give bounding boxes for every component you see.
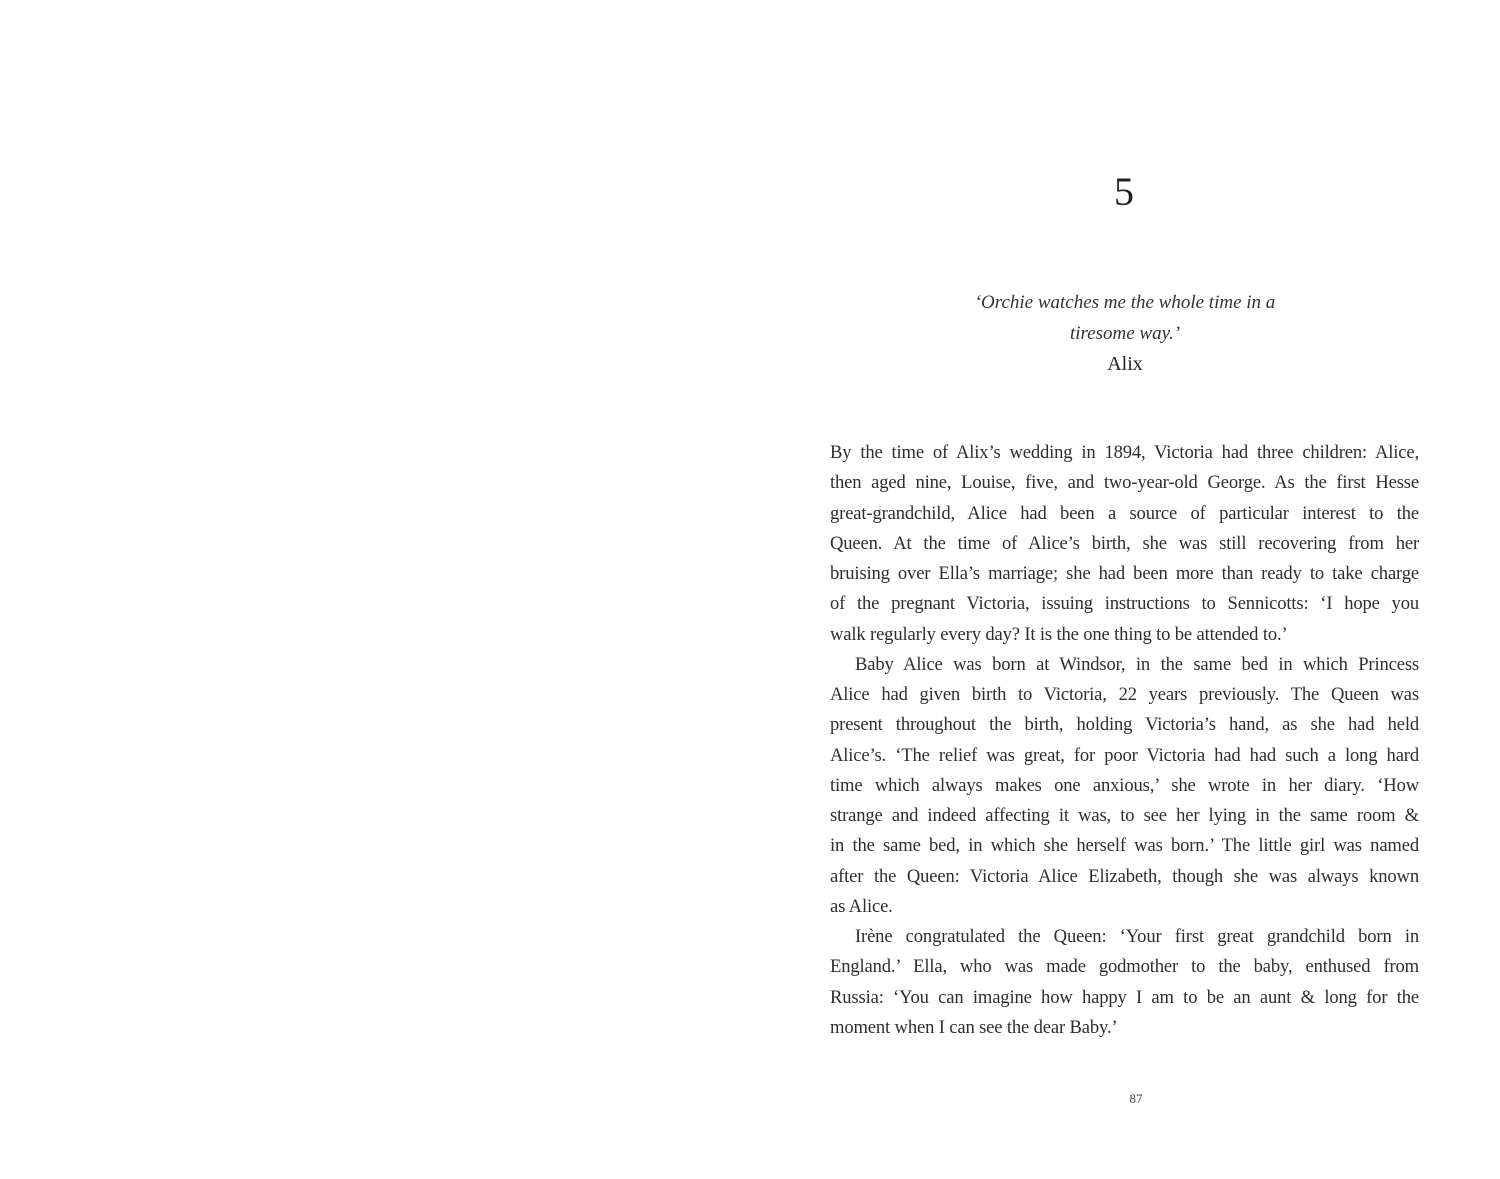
text-line: Irène congratulated the Queen: ‘Your first great grandchild born in: [855, 926, 1419, 947]
text-line: walk regularly every day? It is the one thing to be attended to.’: [830, 623, 1288, 645]
text-line: Baby Alice was born at Windsor, in the same bed in which Princess: [855, 653, 1419, 675]
epigraph-line: tiresome way.’: [1069, 322, 1181, 344]
text-line: Queen. At the time of Alice’s birth, she was still recovering from her: [830, 532, 1419, 554]
text-line: after the Queen: Victoria Alice Elizabeth, though she was always known: [830, 865, 1419, 887]
text-line: England.’ Ella, who was made godmother to the baby, enthused from: [830, 956, 1419, 978]
chapter-number: 5: [1114, 169, 1134, 214]
text-line: great-grandchild, Alice had been a source of particular interest to the: [830, 502, 1419, 524]
text-line: then aged nine, Louise, five, and two-year-old George. As the first Hesse: [830, 472, 1419, 494]
epigraph-line: ‘Orchie watches me the whole time in a: [974, 292, 1276, 313]
text-line: Alice had given birth to Victoria, 22 years previously. The Queen was: [830, 684, 1419, 705]
text-line: strange and indeed affecting it was, to see her lying in the same room &: [830, 805, 1419, 826]
paragraph: [830, 922, 1419, 1043]
text-line: Russia: ‘You can imagine how happy I am to be an aunt & long for the: [830, 986, 1419, 1008]
text-line: of the pregnant Victoria, issuing instructions to Sennicotts: ‘I hope you: [830, 593, 1419, 615]
page-number: 87: [1129, 1091, 1143, 1106]
body-text: [830, 438, 1419, 1043]
text-line: bruising over Ella’s marriage; she had been more than ready to take charge: [830, 563, 1419, 584]
text-line: By the time of Alix’s wedding in 1894, Victoria had three children: Alice,: [830, 442, 1419, 463]
text-line: Alice’s. ‘The relief was great, for poor Victoria had had such a long hard: [830, 744, 1419, 766]
paragraph: [830, 650, 1419, 922]
text-line: in the same bed, in which she herself was born.’ The little girl was named: [830, 835, 1419, 857]
epigraph: [930, 288, 1320, 379]
epigraph-author: Alix: [1107, 353, 1143, 375]
text-line: as Alice.: [830, 895, 893, 917]
text-line: moment when I can see the dear Baby.’: [830, 1016, 1118, 1038]
text-line: present throughout the birth, holding Victoria’s hand, as she had held: [830, 714, 1419, 736]
paragraph: [830, 438, 1419, 650]
text-line: time which always makes one anxious,’ she wrote in her diary. ‘How: [830, 774, 1419, 796]
